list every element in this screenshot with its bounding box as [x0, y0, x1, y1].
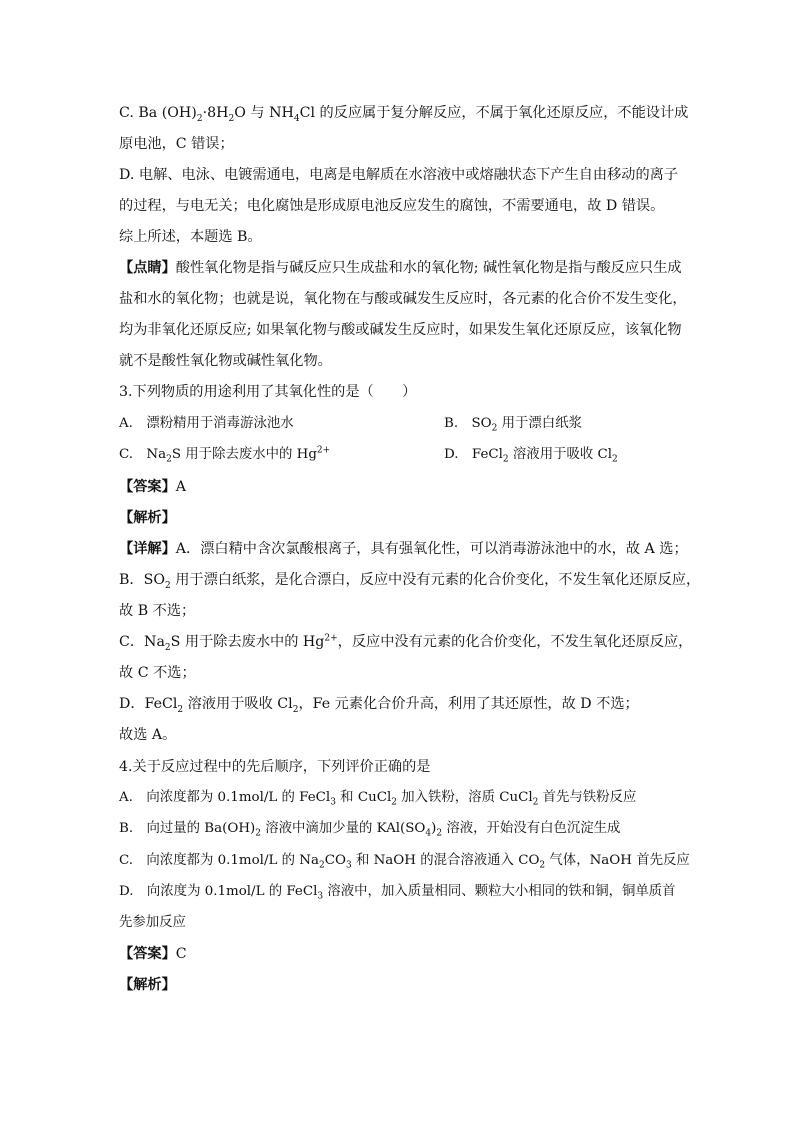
- q4-analysis-tag: 【解析】: [119, 977, 176, 993]
- tip-line4: 就不是酸性氧化物或碱性氧化物。: [119, 353, 332, 369]
- q3-option-a: A. 漂粉精用于消毒游泳池水: [119, 416, 294, 431]
- q4-option-a: A. 向浓度都为 0.1mol/L 的 FeCl$_3$ 和 CuCl$_2$ 加入铁粉，溶质 CuCl$_2$ 首先与铁粉反应: [119, 790, 637, 808]
- option-d-explanation-line1: D. 电解、电泳、电镀需通电，电离是电解质在水溶液中或熔融状态下产生自由移动的离子: [119, 167, 679, 183]
- answer-tag: 【答案】: [119, 479, 176, 495]
- q3-detail-b-line1: B．$SO_2$ 用于漂白纸浆，是化合漂白，反应中没有元素的化合价变化，不发生氧化还原反应，: [119, 572, 701, 591]
- tip-tag: 【点睛】: [119, 260, 176, 276]
- q3-detail-d: D．FeCl$_2$ 溶液用于吸收 $Cl_2$，Fe 元素化合价升高，利用了其还原性，故 D 不选；: [119, 696, 639, 715]
- question-3-stem: 3.下列物质的用途利用了其氧化性的是（ ）: [119, 384, 417, 400]
- q4-option-b: B. 向过量的 $Ba(OH)_2$ 溶液中滴加少量的 $KAl(SO_4)_2$ 溶液，开始没有白色沉淀生成: [119, 821, 621, 839]
- detail-tag: 【详解】: [119, 541, 176, 557]
- tip-line2: 盐和水的氧化物；也就是说，氧化物在与酸或碱发生反应时，各元素的化合价不发生变化，: [119, 291, 687, 307]
- tip-line1: 【点睛】酸性氧化物是指与碱反应只生成盐和水的氧化物; 碱性氧化物是指与酸反应只生成: [119, 260, 682, 276]
- q4-option-d-line2: 先参加反应: [119, 915, 186, 930]
- q3-option-b: B. $SO_2$ 用于漂白纸浆: [444, 416, 582, 434]
- option-c-explanation-line2: 原电池，C 错误；: [119, 136, 234, 152]
- summary-line: 综上所述，本题选 B。: [119, 229, 262, 245]
- q3-detail-c-line2: 故 C 不选；: [119, 665, 196, 681]
- question-4-stem: 4.关于反应过程中的先后顺序，下列评价正确的是: [119, 759, 431, 775]
- q4-option-d-line1: D. 向浓度为 0.1mol/L 的 FeCl$_3$ 溶液中，加入质量相同、颗粒大小相同的铁和铜，铜单质首: [119, 884, 676, 902]
- q3-answer: 【答案】A: [119, 479, 187, 495]
- q3-analysis-tag: 【解析】: [119, 510, 176, 526]
- option-d-explanation-line2: 的过程，与电无关；电化腐蚀是形成原电池反应发生的腐蚀，不需要通电，故 D 错误。: [119, 198, 665, 214]
- q3-conclusion: 故选 A。: [119, 727, 177, 743]
- q4-answer: 【答案】C: [119, 946, 187, 962]
- q3-detail-c-line1: C．$Na_2S$ 用于除去废水中的 $Hg^{2+}$，反应中没有元素的化合价变化，不发生氧化还原反应，: [119, 633, 693, 653]
- q4-option-c: C. 向浓度都为 0.1mol/L 的 $Na_2CO_3$ 和 NaOH 的混合溶液通入 $CO_2$ 气体，NaOH 首先反应: [119, 853, 690, 871]
- tip-line3: 均为非氧化还原反应; 如果氧化物与酸或碱发生反应时，如果发生氧化还原反应，该氧化物: [119, 322, 682, 338]
- answer-tag: 【答案】: [119, 946, 176, 962]
- q3-option-c: C. $Na_2S$ 用于除去废水中的 $Hg^{2+}$: [119, 445, 331, 465]
- q3-option-d: D. FeCl$_2$ 溶液用于吸收 $Cl_2$: [444, 447, 618, 465]
- option-c-explanation-line1: C. Ba $(OH)_2\cdot 8H_2O$ 与 $NH_4Cl$ 的反应属于复分解反应，不属于氧化还原反应，不能设计成: [119, 105, 689, 124]
- q3-detail-a: 【详解】A．漂白精中含次氯酸根离子，具有强氧化性，可以消毒游泳池中的水，故 A 选；: [119, 541, 688, 557]
- q3-detail-b-line2: 故 B 不选；: [119, 603, 196, 619]
